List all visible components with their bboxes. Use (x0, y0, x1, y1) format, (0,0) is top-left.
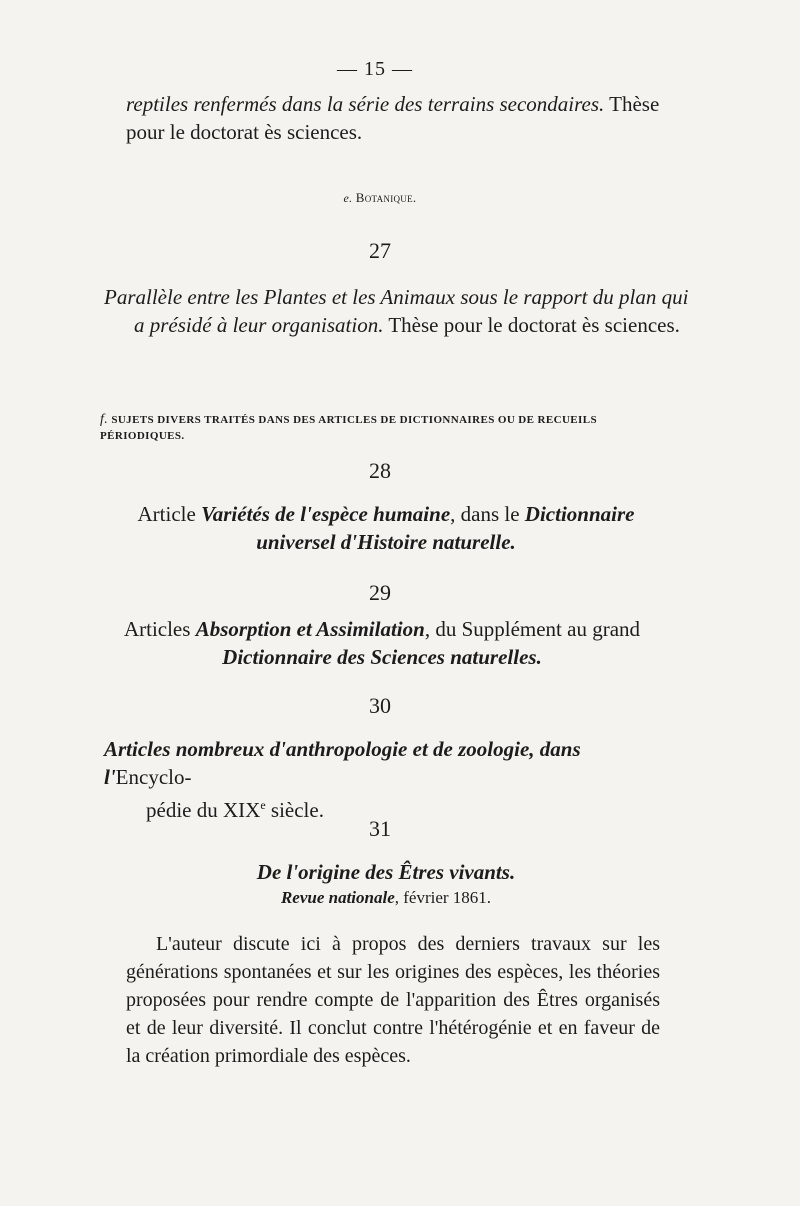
item-29-number: 29 (369, 580, 391, 605)
section-f-heading (100, 412, 660, 443)
item-31-title-wrap (126, 858, 646, 886)
item-28-italic1: Variétés de l'espèce humaine (201, 502, 451, 526)
item-31-title: De l'origine des Êtres vivants. (256, 860, 516, 884)
intro-rest: Thèse (604, 92, 660, 116)
intro-line2: pour le doctorat ès sciences. (126, 120, 363, 144)
item-28-mid: , dans le (450, 502, 525, 526)
intro-italic: reptiles renfermés dans la série des terrains secondaires. (126, 92, 605, 116)
item-29-text (104, 615, 660, 671)
section-f-title: SUJETS DIVERS TRAITÉS DANS DES ARTICLES DE DICTIONNAIRES OU DE RECUEILS PÉRIODIQUES. (100, 414, 597, 442)
item-28-number: 28 (369, 458, 391, 483)
item-30-text (104, 735, 660, 824)
item-28-text (126, 500, 646, 556)
section-e-heading (100, 190, 660, 206)
item-29-mid: , du Supplément au grand (424, 617, 641, 641)
summary-paragraph: L'auteur discute ici à propos des derniers travaux sur les générations spontanées et sur les origines des espèces, les théories proposées pour rendre compte de l'apparition des Êtres organisés et de leur diversité. Il conclut contre l'hétérogénie et en faveur de la création primordiale des espèces. (126, 933, 660, 1067)
item-30-rest2: pédie du XIX (146, 798, 261, 822)
item-27-text (104, 283, 690, 339)
item-29-italic2: Dictionnaire des Sciences naturelles. (222, 645, 542, 669)
section-e-letter: e. (343, 191, 353, 205)
section-e-title: Botanique. (355, 190, 417, 205)
item-27-title: Parallèle entre les Plantes et les Animaux sous le rapport du plan qui a présidé à leur organisation. (104, 285, 689, 337)
item-31-source (126, 888, 646, 908)
section-f-letter: f. (100, 412, 108, 427)
item-30-italic: Articles nombreux d'anthropologie et de zoologie, dans l' (104, 737, 581, 789)
item-30-rest3: siècle. (265, 798, 324, 822)
item-30-rest1: Encyclo- (115, 765, 192, 789)
item-28-pre: Article (137, 502, 202, 526)
item-31-number: 31 (369, 816, 391, 841)
item-27-number: 27 (369, 238, 391, 263)
item-31-source-rest: , février 1861. (394, 888, 492, 907)
item-30-number: 30 (369, 693, 391, 718)
page-number: — 15 — (337, 58, 413, 80)
item-29-pre: Articles (123, 617, 196, 641)
item-27-rest: Thèse pour le doctorat ès sciences. (383, 313, 680, 337)
intro-continuation (126, 90, 660, 146)
item-31-source-italic: Revue nationale (280, 888, 395, 907)
item-29-italic1: Absorption et Assimilation (195, 617, 425, 641)
item-30-sup: e (260, 798, 266, 812)
item-28-italic2: Dictionnaire universel d'Histoire naturelle. (256, 502, 635, 554)
